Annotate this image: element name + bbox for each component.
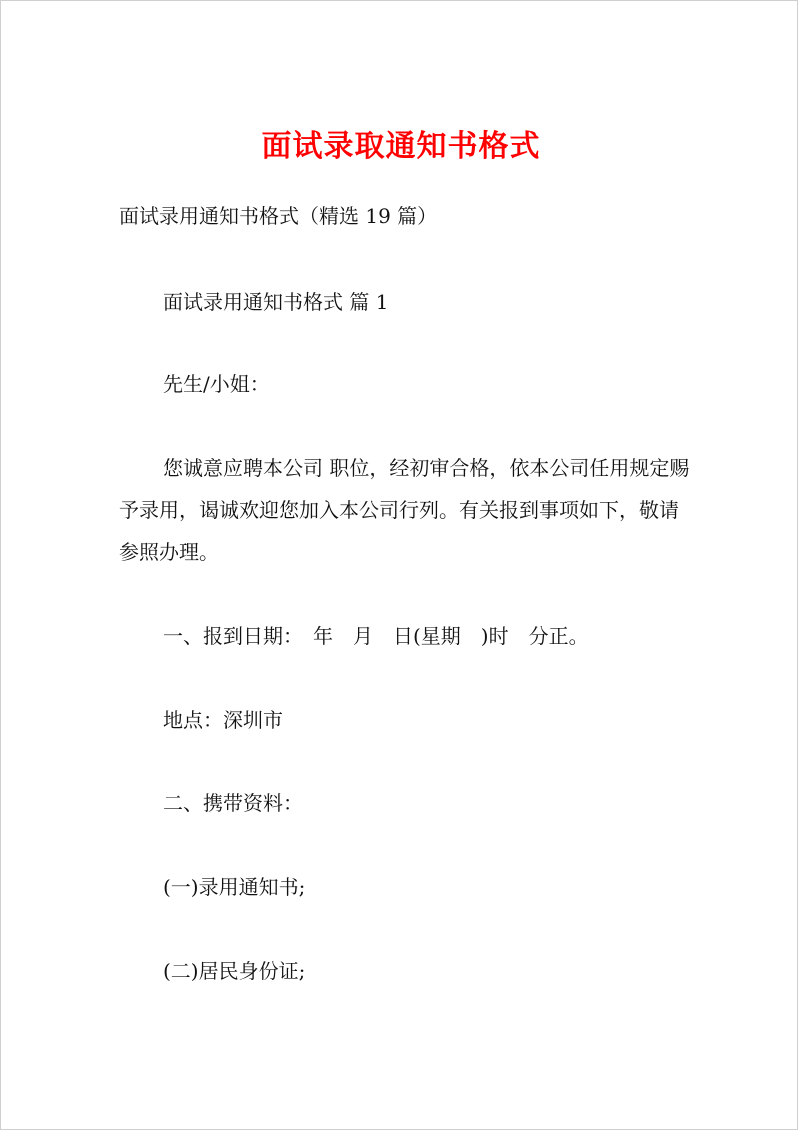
salutation: 先生/小姐： [163,372,270,396]
material-item-2: (二)居民身份证; [163,959,306,983]
material-item-1: (一)录用通知书; [163,875,306,899]
item-materials: 二、携带资料： [163,791,303,815]
item-report-date: 一、报到日期： 年 月 日(星期 )时 分正。 [163,624,589,648]
document-title: 面试录取通知书格式 [261,129,541,164]
body-paragraph: 您诚意应聘本公司 职位，经初审合格，依本公司任用规定赐予录用，谒诚欢迎您加入本公司行列。有关报到事项如下，敬请参照办理。 [119,456,690,564]
document-subtitle: 面试录用通知书格式（精选 19 篇） [119,204,438,228]
item-location: 地点：深圳市 [163,708,283,732]
section-heading: 面试录用通知书格式 篇 1 [163,290,389,314]
